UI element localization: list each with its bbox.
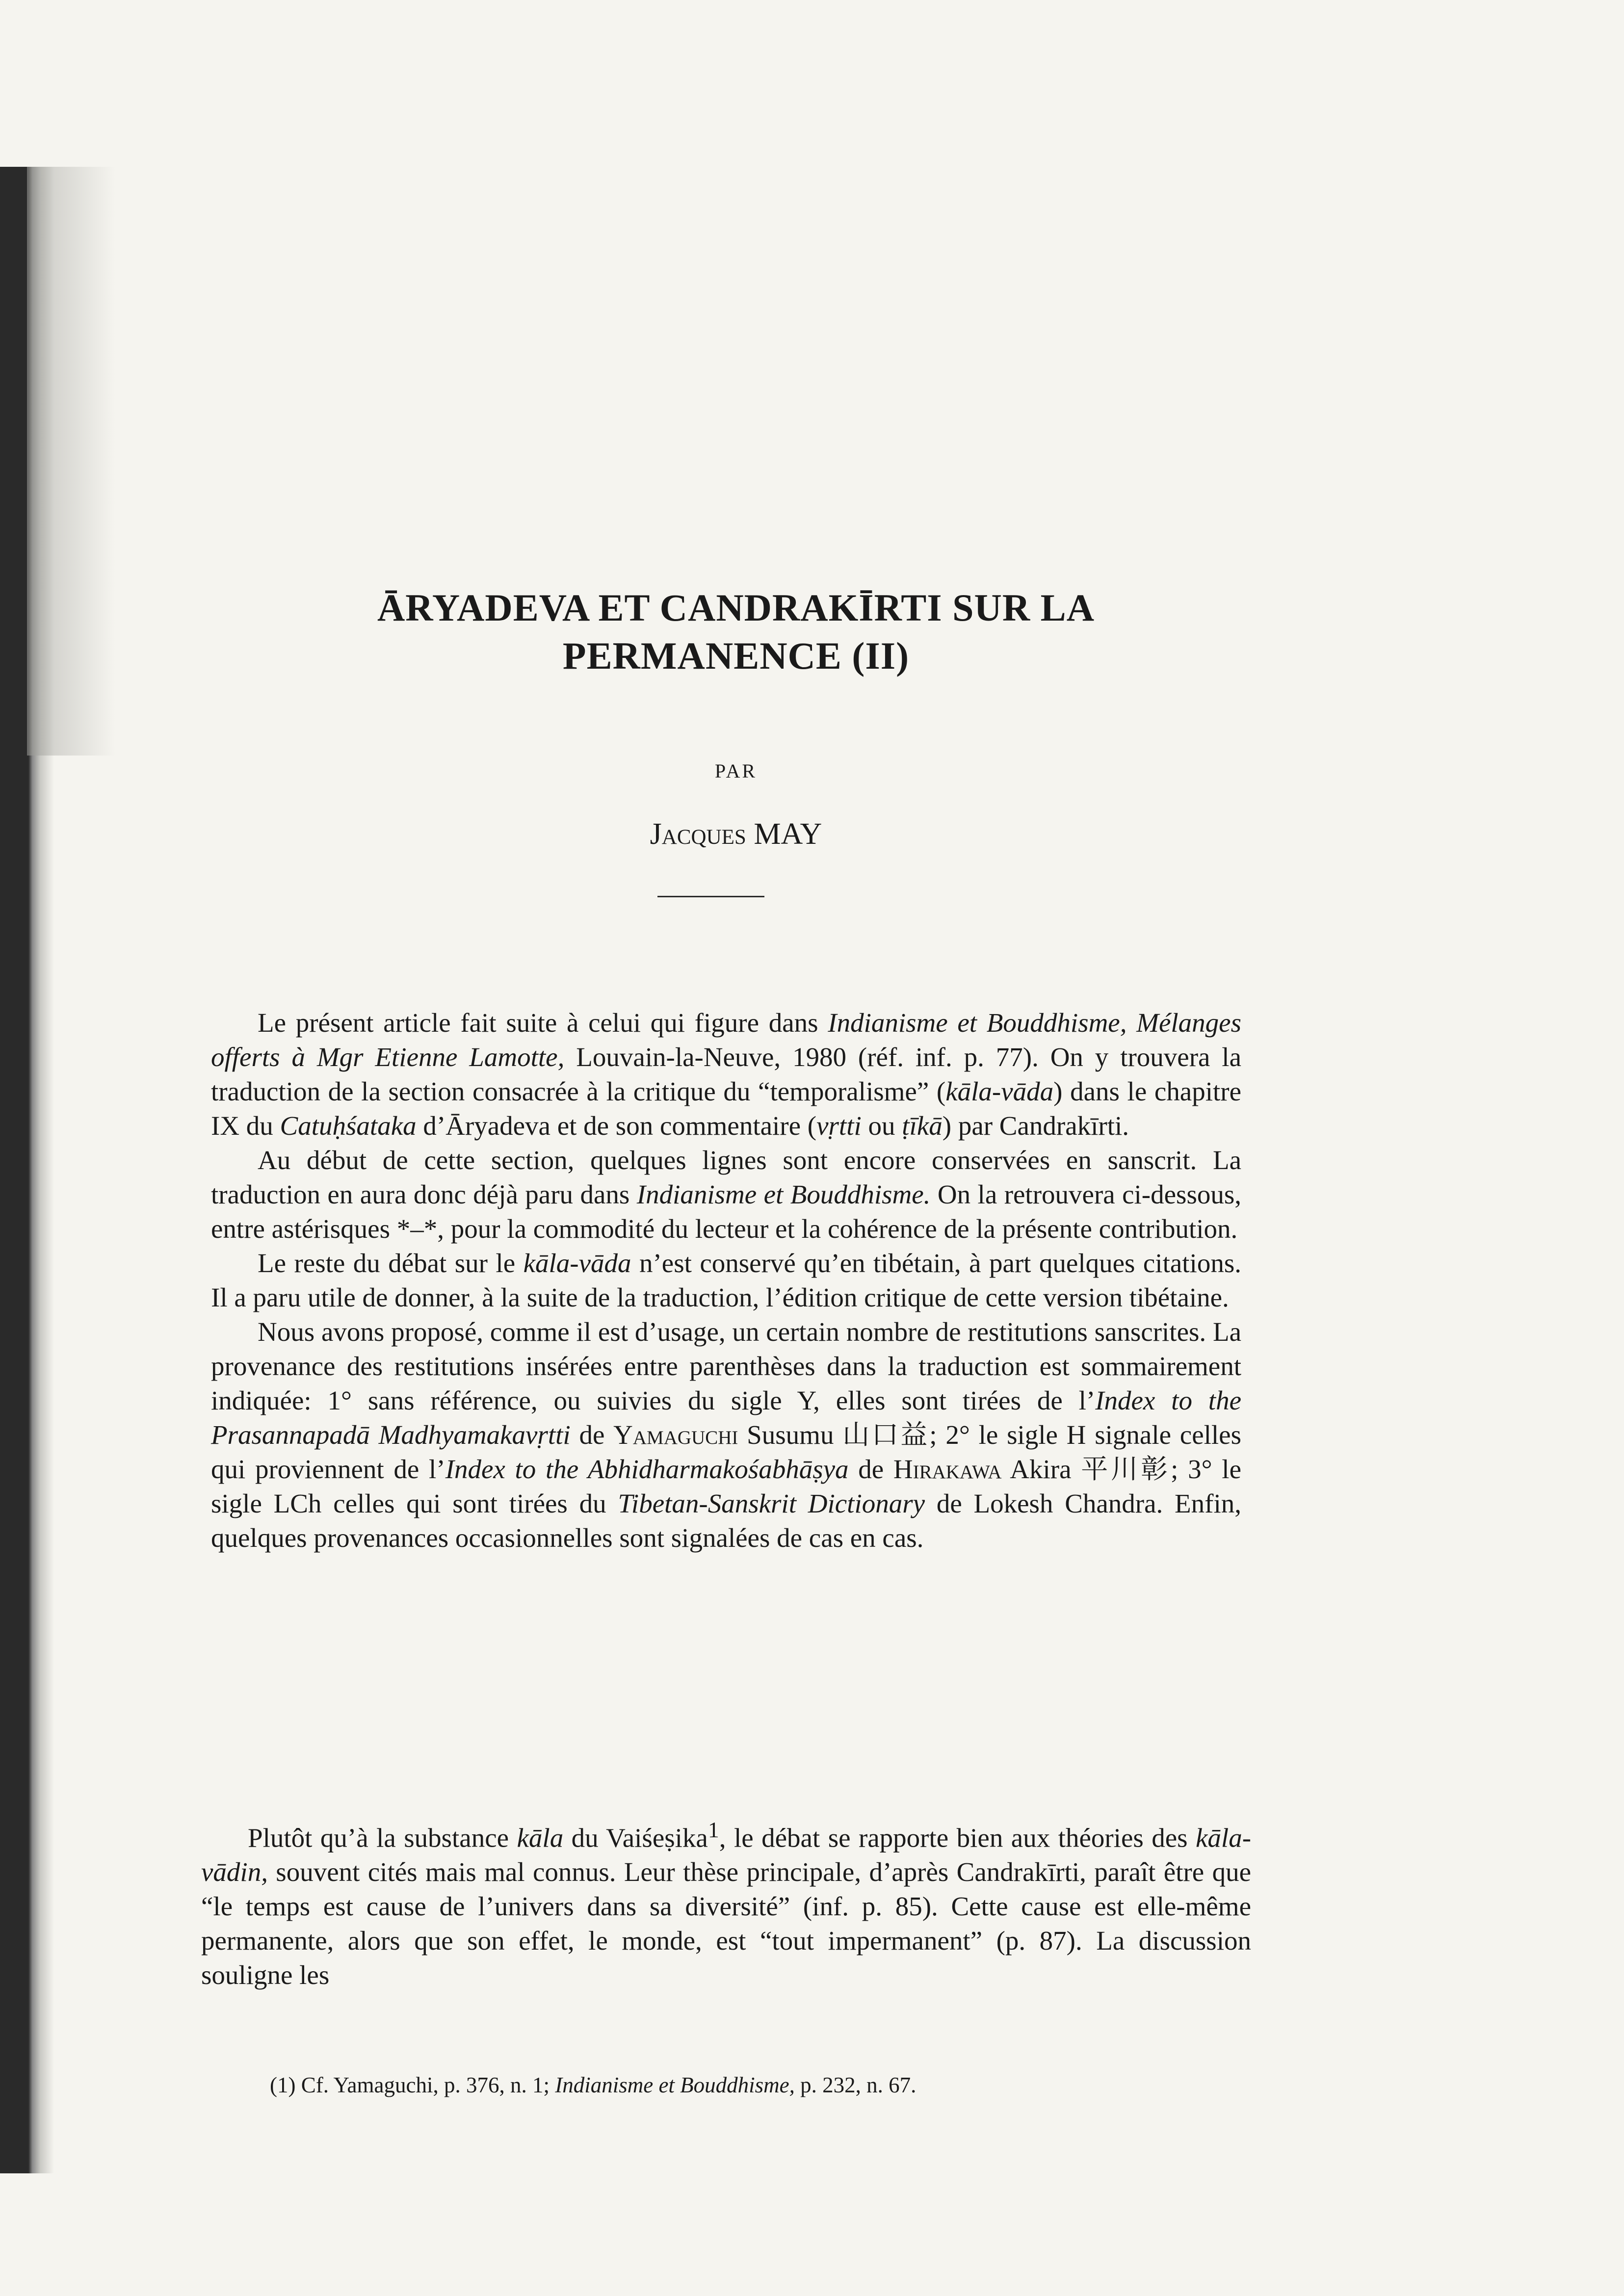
italic-run: kāla-vāda: [945, 1076, 1054, 1106]
text-run: ou: [861, 1111, 902, 1141]
text-run: souvent cités mais mal connus. Leur thèse principale, d’après Candrakīrti, paraît être que “le temps est cause de l’univers dans sa diversité” (inf. p. 85). Cette cause est elle-même permanente, alors que son effet, le monde, est “tout impermanent” (p. 87). La discussion souligne les: [201, 1857, 1251, 1990]
article-title-line-2: PERMANENCE (II): [562, 634, 910, 677]
text-run: ) dans le chapitre IX du: [211, 1076, 1242, 1141]
text-run: On la retrouvera ci-dessous, entre astérisques *–*, pour la commodité du lecteur et la cohérence de la présente contribution.: [211, 1179, 1241, 1244]
italic-run: Indianisme et Bouddhisme,: [555, 2073, 795, 2097]
author-name: [491, 817, 981, 852]
text-run: Plutôt qu’à la substance: [248, 1823, 517, 1853]
intro-paragraph-1: [211, 1006, 1241, 1143]
text-run: Au début de cette section, quelques lignes sont encore conservées en sanscrit. La traduction en aura donc déjà paru dans: [211, 1145, 1241, 1209]
intro-paragraph-3: [211, 1246, 1241, 1315]
small-caps-run: Hirakawa: [893, 1454, 1002, 1484]
text-run: , le débat se rapporte bien aux théories des: [719, 1823, 1196, 1853]
italic-run: Indianisme et Bouddhisme, Mélanges offerts à Mgr Etienne Lamotte,: [211, 1008, 1241, 1072]
article-title-line-1: ĀRYADEVA ET CANDRAKĪRTI SUR LA: [377, 586, 1095, 629]
text-run: p. 232, n. 67.: [794, 2073, 917, 2097]
italic-run: Indianisme et Bouddhisme.: [636, 1179, 931, 1209]
byline-par: PAR: [714, 760, 758, 782]
text-run: Le présent article fait suite à celui qui figure dans: [258, 1008, 828, 1038]
author-last-name: MAY: [754, 817, 822, 851]
body-paragraph-1: [201, 1813, 1251, 1992]
title-separator-rule: [657, 896, 764, 897]
intro-section: [211, 1006, 1241, 1555]
text-run: Akira 平川彰; 3° le sigle LCh celles qui sont tirées du: [211, 1454, 1241, 1518]
footnote-1: [270, 2070, 1251, 2100]
intro-paragraph-2: [211, 1143, 1241, 1246]
footnote-marker[interactable]: 1: [707, 1817, 719, 1842]
author-first-name: Jacques: [650, 817, 746, 851]
italic-run: Tibetan-Sanskrit Dictionary: [618, 1488, 925, 1518]
italic-run: Index to the Abhidharmakośabhāṣya: [445, 1454, 849, 1484]
body-section: [201, 1813, 1251, 1992]
text-run: n’est conservé qu’en tibétain, à part quelques citations. Il a paru utile de donner, à la suite de la traduction, l’édition critique de cette version tibétaine.: [211, 1248, 1241, 1312]
text-run: Susumu 山口益; 2° le sigle H signale celles qui proviennent de l’: [211, 1420, 1242, 1484]
text-run: (1) Cf. Yamaguchi, p. 376, n. 1;: [270, 2073, 555, 2097]
italic-run: Catuḥśataka: [280, 1111, 417, 1141]
italic-run: kāla: [517, 1823, 564, 1853]
text-run: Le reste du débat sur le: [258, 1248, 524, 1278]
italic-run: kāla-vāda: [523, 1248, 631, 1278]
italic-run: ṭīkā: [902, 1111, 943, 1141]
text-run: de: [848, 1454, 893, 1484]
text-run: du Vaiśeṣika: [563, 1823, 708, 1853]
small-caps-run: Yamaguchi: [613, 1420, 738, 1450]
text-run: ) par Candrakīrti.: [942, 1111, 1129, 1141]
text-run: de Lokesh Chandra. Enfin, quelques provenances occasionnelles sont signalées de cas en cas.: [211, 1488, 1241, 1553]
italic-run: Index to the Prasannapadā Madhyamakavṛtti: [211, 1385, 1241, 1450]
text-run: d’Āryadeva et de son commentaire (: [416, 1111, 817, 1141]
text-run: Nous avons proposé, comme il est d’usage, un certain nombre de restitutions sanscrites. La provenance des restitutions insérées entre parenthèses dans la traduction est sommairement indiquée: 1° sans référence, ou suivies du sigle Y, elles sont tirées de l’: [211, 1317, 1241, 1415]
text-run: de: [570, 1420, 614, 1450]
intro-paragraph-4: [211, 1315, 1241, 1555]
text-run: Louvain-la-Neuve, 1980 (réf. inf. p. 77). On y trouvera la traduction de la section consacrée à la critique du “temporalisme” (: [211, 1042, 1242, 1106]
article-title: [245, 584, 1227, 680]
italic-run: kāla-vādin,: [201, 1823, 1252, 1887]
italic-run: vṛtti: [816, 1111, 862, 1141]
